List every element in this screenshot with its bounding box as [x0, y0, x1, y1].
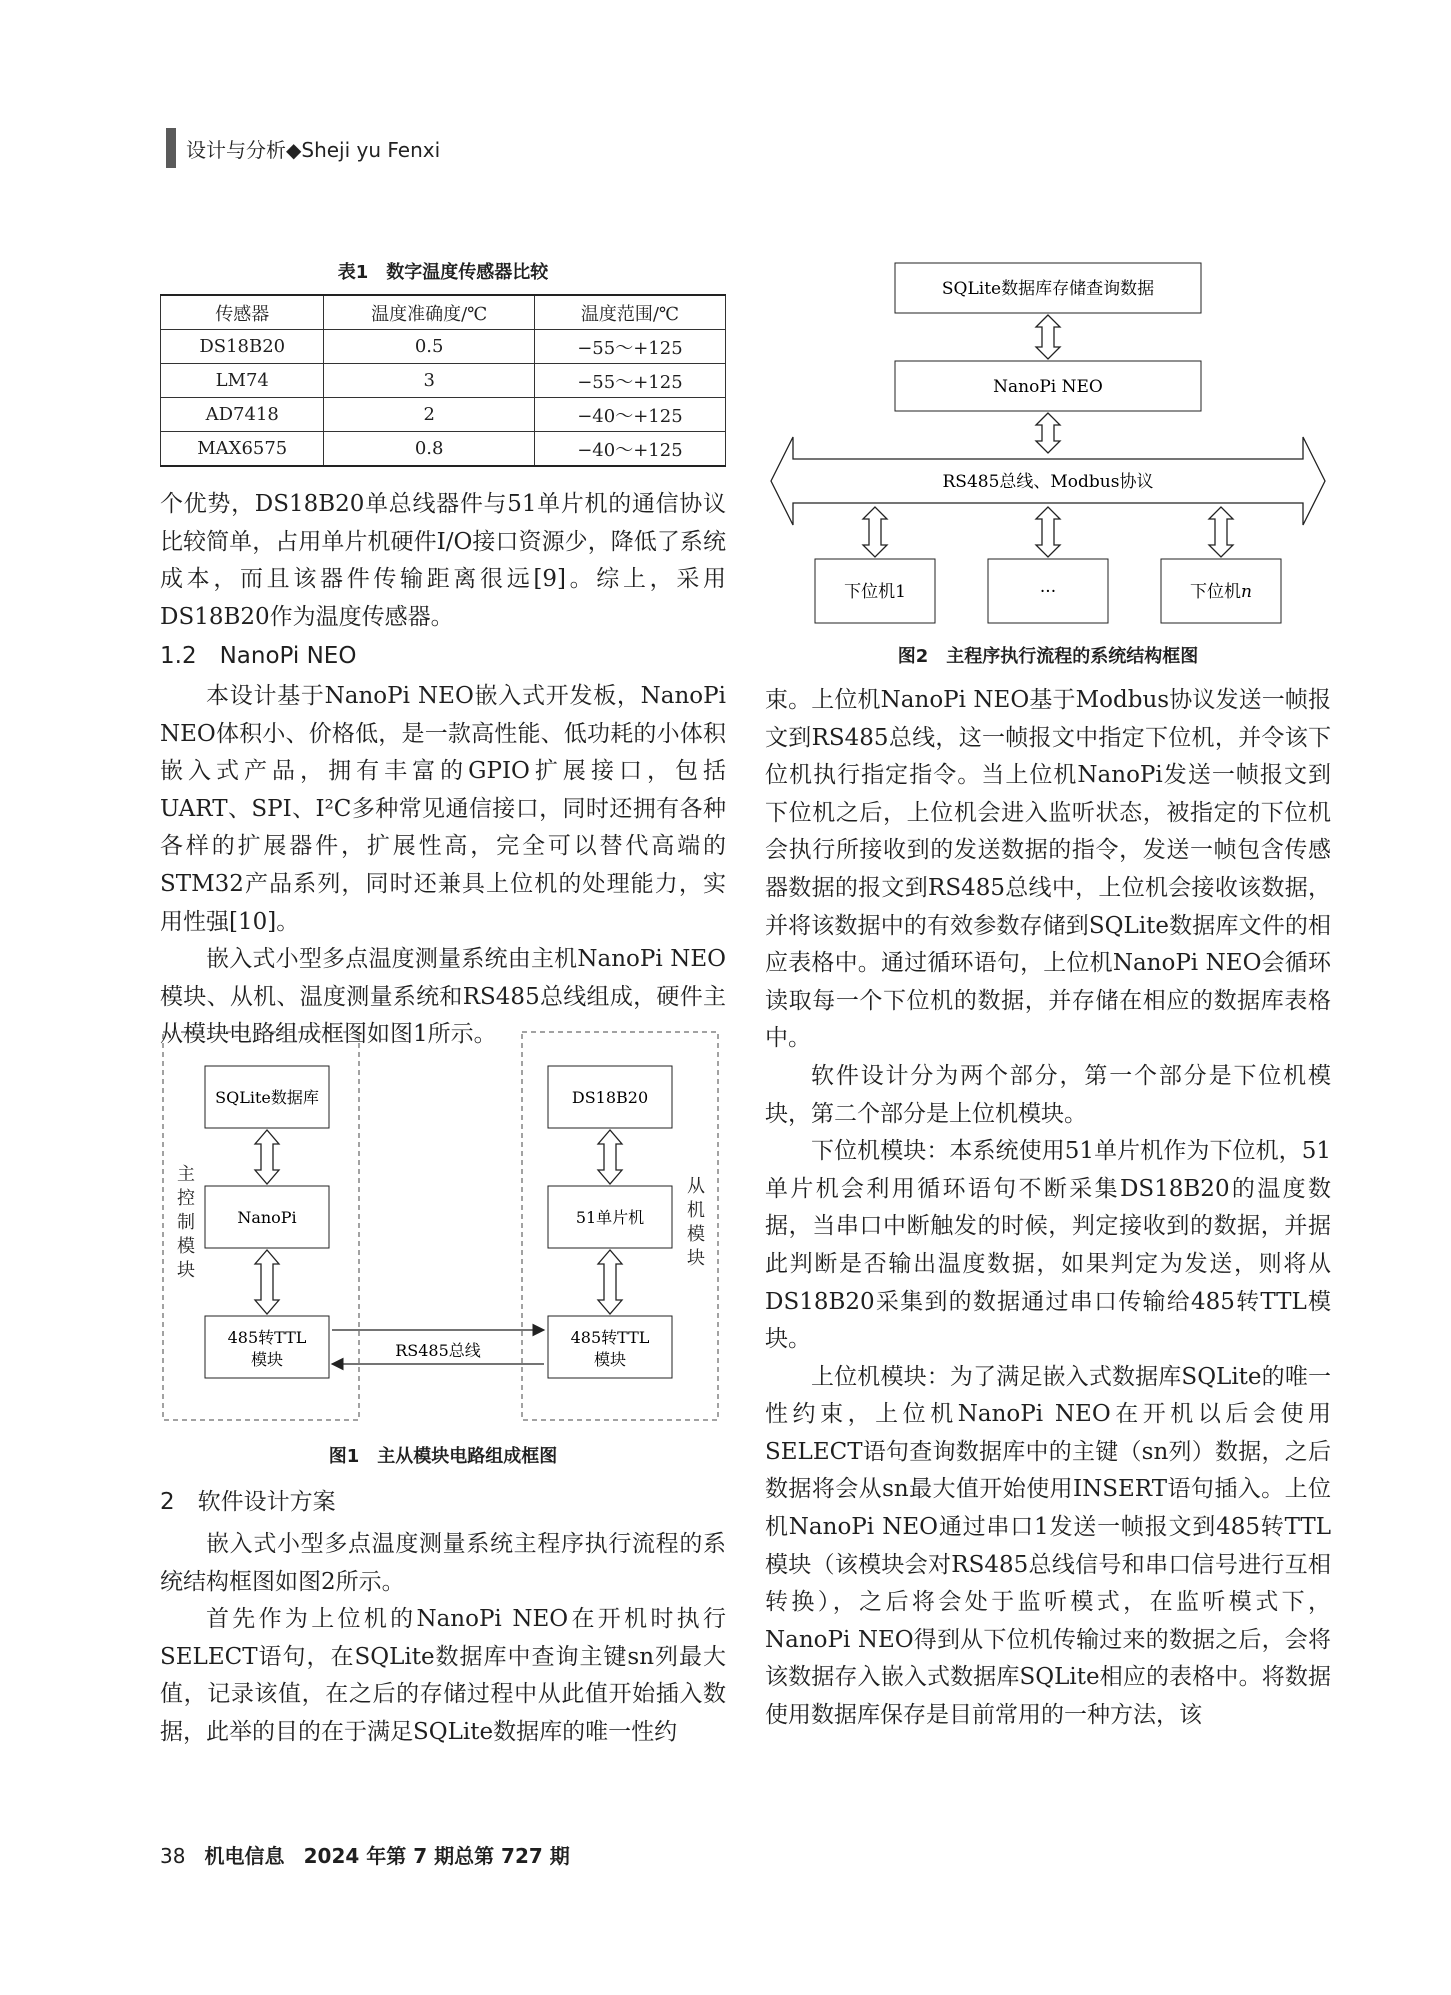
rs485-ttl-master-label-1: 485转TTL [227, 1328, 307, 1347]
svg-text:块: 块 [177, 1260, 195, 1281]
rs485-ttl-slave-label-1: 485转TTL [570, 1328, 650, 1347]
table-header-row [161, 295, 726, 330]
nanopi-box-label: NanoPi [237, 1208, 297, 1227]
paragraph: 上位机模块：为了满足嵌入式数据库SQLite的唯一性约束，上位机NanoPi NEO在开机以后会使用SELECT语句查询数据库中的主键（sn列）数据，之后数据将会从sn最大值开始使用INSERT语句插入。上位机NanoPi NEO通过串口1发送一帧报文到485转TTL模块（该模块会对RS485总线信号和串口信号进行互相转换），之后将会处于监听模式，在监听模式下，NanoPi NEO得到从下位机传输过来的数据之后，会将该数据存入嵌入式数据库SQLite相应的表格中。将数据使用数据库保存是目前常用的一种方法，该 [765, 1363, 1331, 1729]
table-cell: 0.8 [324, 432, 534, 467]
section-heading-2: 2 软件设计方案 [160, 1489, 336, 1515]
figure-2-diagram [765, 255, 1331, 630]
paragraph: 个优势，DS18B20单总线器件与51单片机的通信协议比较简单，占用单片机硬件I/O接口资源少，降低了系统成本，而且该器件传输距离很远[9]。综上，采用DS18B20作为温度传感器。 [160, 491, 726, 630]
table-cell: −40～+125 [534, 432, 725, 467]
page-footer [160, 1840, 570, 1869]
mcu51-box-label: 51单片机 [575, 1208, 645, 1227]
slave-dots-label: ··· [1039, 582, 1057, 602]
page-number: 38 [160, 1844, 186, 1868]
table-cell: −55～+125 [534, 330, 725, 364]
svg-text:控: 控 [177, 1188, 195, 1209]
paragraph: 嵌入式小型多点温度测量系统主程序执行流程的系统结构框图如图2所示。 [160, 1531, 726, 1595]
double-arrow-icon [1209, 507, 1233, 557]
table-cell: AD7418 [161, 398, 324, 432]
svg-text:制: 制 [177, 1212, 195, 1233]
double-arrow-icon [598, 1130, 622, 1184]
table-cell: DS18B20 [161, 330, 324, 364]
table-row [161, 330, 726, 364]
paragraph: 束。上位机NanoPi NEO基于Modbus协议发送一帧报文到RS485总线，这一帧报文中指定下位机，并令该下位机执行指定指令。当上位机NanoPi发送一帧报文到下位机之后，上位机会进入监听状态，被指定的下位机会执行所接收到的发送数据的指令，发送一帧包含传感器数据的报文到RS485总线中，上位机会接收该数据，并将该数据中的有效参数存储到SQLite数据库文件的相应表格中。通过循环语句，上位机NanoPi NEO会循环读取每一个下位机的数据，并存储在相应的数据库表格中。 [765, 687, 1331, 1052]
slave-n-label: 下位机n [1190, 582, 1252, 602]
ds18b20-box-label: DS18B20 [571, 1088, 649, 1107]
rs485-ttl-master-label-2: 模块 [250, 1350, 284, 1369]
table-header-cell: 温度范围/℃ [534, 295, 725, 330]
sqlite-storage-label: SQLite数据库存储查询数据 [941, 279, 1155, 299]
table-cell: LM74 [161, 364, 324, 398]
double-arrow-icon [598, 1250, 622, 1314]
sqlite-box-label: SQLite数据库 [215, 1088, 319, 1107]
table-caption: 表1 数字温度传感器比较 [337, 262, 549, 283]
paragraph: 本设计基于NanoPi NEO嵌入式开发板，NanoPi NEO体积小、价格低，是一款高性能、低功耗的小体积嵌入式产品，拥有丰富的GPIO扩展接口，包括UART、SPI、I²C多种常见通信接口，同时还拥有各种各样的扩展器件，扩展性高，完全可以替代高端的STM32产品系列，同时还兼具上位机的处理能力，实用性强[10]。 [160, 682, 726, 935]
svg-text:模: 模 [177, 1236, 195, 1257]
rs485-modbus-label: RS485总线、Modbus协议 [942, 472, 1154, 492]
table-cell: 0.5 [324, 330, 534, 364]
double-arrow-icon [1036, 413, 1060, 453]
master-module-label [177, 1164, 195, 1281]
section-heading-1-2: 1.2 NanoPi NEO [160, 643, 357, 670]
nanopi-neo-label: NanoPi NEO [993, 377, 1103, 397]
paragraph: 首先作为上位机的NanoPi NEO在开机时执行SELECT语句，在SQLite数据库中查询主键sn列最大值，记录该值，在之后的存储过程中从此值开始插入数据，此举的目的在于满足SQLite数据库的唯一性约 [160, 1606, 726, 1745]
double-arrow-icon [1036, 507, 1060, 557]
svg-text:从: 从 [687, 1176, 705, 1197]
paragraph: 下位机模块：本系统使用51单片机作为下位机，51单片机会利用循环语句不断采集DS18B20的温度数据，当串口中断触发的时候，判定接收到的数据，并据此判断是否输出温度数据，如果判定为发送，则将从DS18B20采集到的数据通过串口传输给485转TTL模块。 [765, 1138, 1331, 1353]
table-row [161, 364, 726, 398]
svg-text:块: 块 [687, 1248, 705, 1269]
header-text: 设计与分析◆Sheji yu Fenxi [186, 137, 441, 162]
header-bar [166, 128, 176, 168]
table-cell: −55～+125 [534, 364, 725, 398]
paragraph: 嵌入式小型多点温度测量系统由主机NanoPi NEO模块、从机、温度测量系统和RS485总线组成，硬件主从模块电路组成框图如图1所示。 [160, 946, 726, 1048]
journal-issue: 2024 年第 7 期总第 727 期 [303, 1844, 570, 1868]
table-row [161, 398, 726, 432]
figure-2-caption: 图2 主程序执行流程的系统结构框图 [897, 646, 1199, 667]
table-header-cell: 温度准确度/℃ [324, 295, 534, 330]
svg-text:模: 模 [687, 1224, 705, 1245]
table-cell: −40～+125 [534, 398, 725, 432]
table-header-cell: 传感器 [161, 295, 324, 330]
sensor-comparison-table [160, 294, 726, 467]
table-cell: 3 [324, 364, 534, 398]
double-arrow-icon [1036, 315, 1060, 359]
svg-text:机: 机 [687, 1200, 705, 1221]
rs485-ttl-slave-label-2: 模块 [593, 1350, 627, 1369]
right-column [765, 682, 1331, 1735]
slave-1-label: 下位机1 [844, 582, 906, 602]
figure-1-diagram [160, 1030, 726, 1430]
table-row [161, 432, 726, 467]
figure-1-caption: 图1 主从模块电路组成框图 [328, 1446, 558, 1467]
table-cell: 2 [324, 398, 534, 432]
svg-text:主: 主 [177, 1164, 195, 1185]
double-arrow-icon [863, 507, 887, 557]
double-arrow-icon [255, 1130, 279, 1184]
paragraph: 软件设计分为两个部分，第一个部分是下位机模块，第二个部分是上位机模块。 [765, 1062, 1331, 1127]
slave-module-label [687, 1176, 705, 1269]
left-column-bottom [160, 1482, 726, 1752]
running-header [166, 128, 440, 168]
bus-label: RS485总线 [395, 1341, 481, 1360]
double-arrow-icon [255, 1250, 279, 1314]
journal-name: 机电信息 [204, 1844, 285, 1868]
left-column-top [160, 486, 726, 1054]
table-cell: MAX6575 [161, 432, 324, 467]
